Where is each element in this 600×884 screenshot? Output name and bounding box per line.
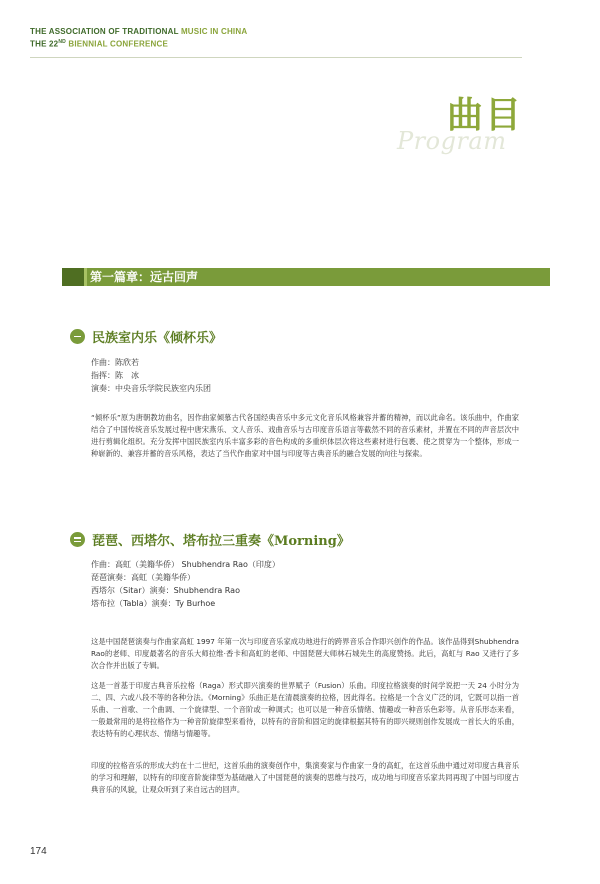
chapter-title: 第一篇章：远古回声 xyxy=(90,270,199,284)
program-title-en: Program xyxy=(397,127,507,155)
chapter-banner xyxy=(62,268,550,286)
credit-line: 作曲：高虹（美籍华侨） Shubhendra Rao（印度） xyxy=(91,560,280,569)
section-1-paragraph: “倾杯乐”原为唐朝教坊曲名，因作曲家倾慕古代各国经典音乐中多元文化音乐风格兼容并蓄的精神，而以此命名。该乐曲中，作曲家结合了中国传统音乐发展过程中唐宋燕乐、文人音乐、戏曲音乐与古印度音乐语言等截然不同的音乐素材，并置在不同的声音层次中进行剪辑化组织。充分发挥中国民族室内乐丰富多彩的音色构成的多重织体层次将这些素材进行包裹、使之贯穿为一个整体，形成一种崭新的、兼容并蓄的音乐风格，表达了当代作曲家对中国与印度等古典音乐的融合发展的向往与探索。 xyxy=(91,413,519,458)
banner-stripe xyxy=(84,268,87,286)
header-line-2: THE 22ND BIENNIAL CONFERENCE xyxy=(30,39,169,49)
program-title-cn: 曲目 xyxy=(447,95,524,136)
credit-line: 作曲：陈欣若 xyxy=(91,358,139,367)
credit-line: 指挥：陈 冰 xyxy=(91,371,139,380)
credit-line: 演奏：中央音乐学院民族室内乐团 xyxy=(91,384,211,393)
banner-square xyxy=(62,268,84,286)
credit-line: 塔布拉（Tabla）演奏：Ty Burhoe xyxy=(91,599,216,608)
section-2-credits xyxy=(91,558,280,610)
section-2-paragraph-3: 印度的拉格音乐的形成大约在十二世纪，这首乐曲的演奏创作中，集演奏家与作曲家一身的高虹，在这首乐曲中通过对印度古典音乐的学习和理解，以特有的印度音阶旋律型为基础融入了中国琵琶的演奏的思维与技巧，成功地与印度音乐家共同再现了中国与印度古典音乐的风貌，让观众听到了来自远古的回声。 xyxy=(91,761,519,794)
section-2-paragraph-1: 这是中国琵琶演奏与作曲家高虹 1997 年第一次与印度音乐家成功地进行的跨界音乐合作即兴创作的作品。该作品得到Shubhendra Rao的老师、印度最著名的音乐大师拉维·香卡和高虹的老师、中国琵琶大师林石城先生的高度赞扬。此后，高虹与 Rao 又进行了多次合作并出版了专辑。 xyxy=(91,637,519,670)
section-number-two-icon xyxy=(70,532,85,547)
section-1-heading xyxy=(70,327,222,346)
credit-line: 琵琶演奏：高虹（美籍华侨） xyxy=(91,573,195,582)
section-number-one-icon xyxy=(70,329,85,344)
section-1-title: 民族室内乐《倾杯乐》 xyxy=(92,331,223,346)
section-1-credits xyxy=(91,356,211,395)
header-rule xyxy=(30,57,522,58)
header-line-1: THE ASSOCIATION OF TRADITIONAL MUSIC IN CHINA xyxy=(30,27,248,36)
conference-header xyxy=(30,27,247,50)
credit-line: 西塔尔（Sitar）演奏：Shubhendra Rao xyxy=(91,586,240,595)
page-number: 174 xyxy=(30,846,47,857)
section-2-title: 琵琶、西塔尔、塔布拉三重奏《Morning》 xyxy=(92,534,350,549)
section-2-paragraph-2: 这是一首基于印度古典音乐拉格（Raga）形式即兴演奏的世界赋子（Fusion）乐曲。印度拉格演奏的时间学说把一天 24 小时分为二、四、六或八段不等的各种分法。《Morning》乐曲正是在清晨演奏的拉格，因此得名。拉格是一个含义广泛的词，它既可以指一首乐曲、一首歌、一个曲调、一个旋律型、一个音阶或一种调式；也可以是一种音乐情绪、情趣或一种音乐色彩等。从音乐形态来看，一般最常用的是将拉格作为一种音阶旋律型来看待，以特有的音阶和固定的旋律根据其特有的即兴规则创作发展成一首长大的乐曲，表达特有的心理状态、情绪与情趣等。 xyxy=(91,681,519,738)
section-2-heading xyxy=(70,530,350,549)
